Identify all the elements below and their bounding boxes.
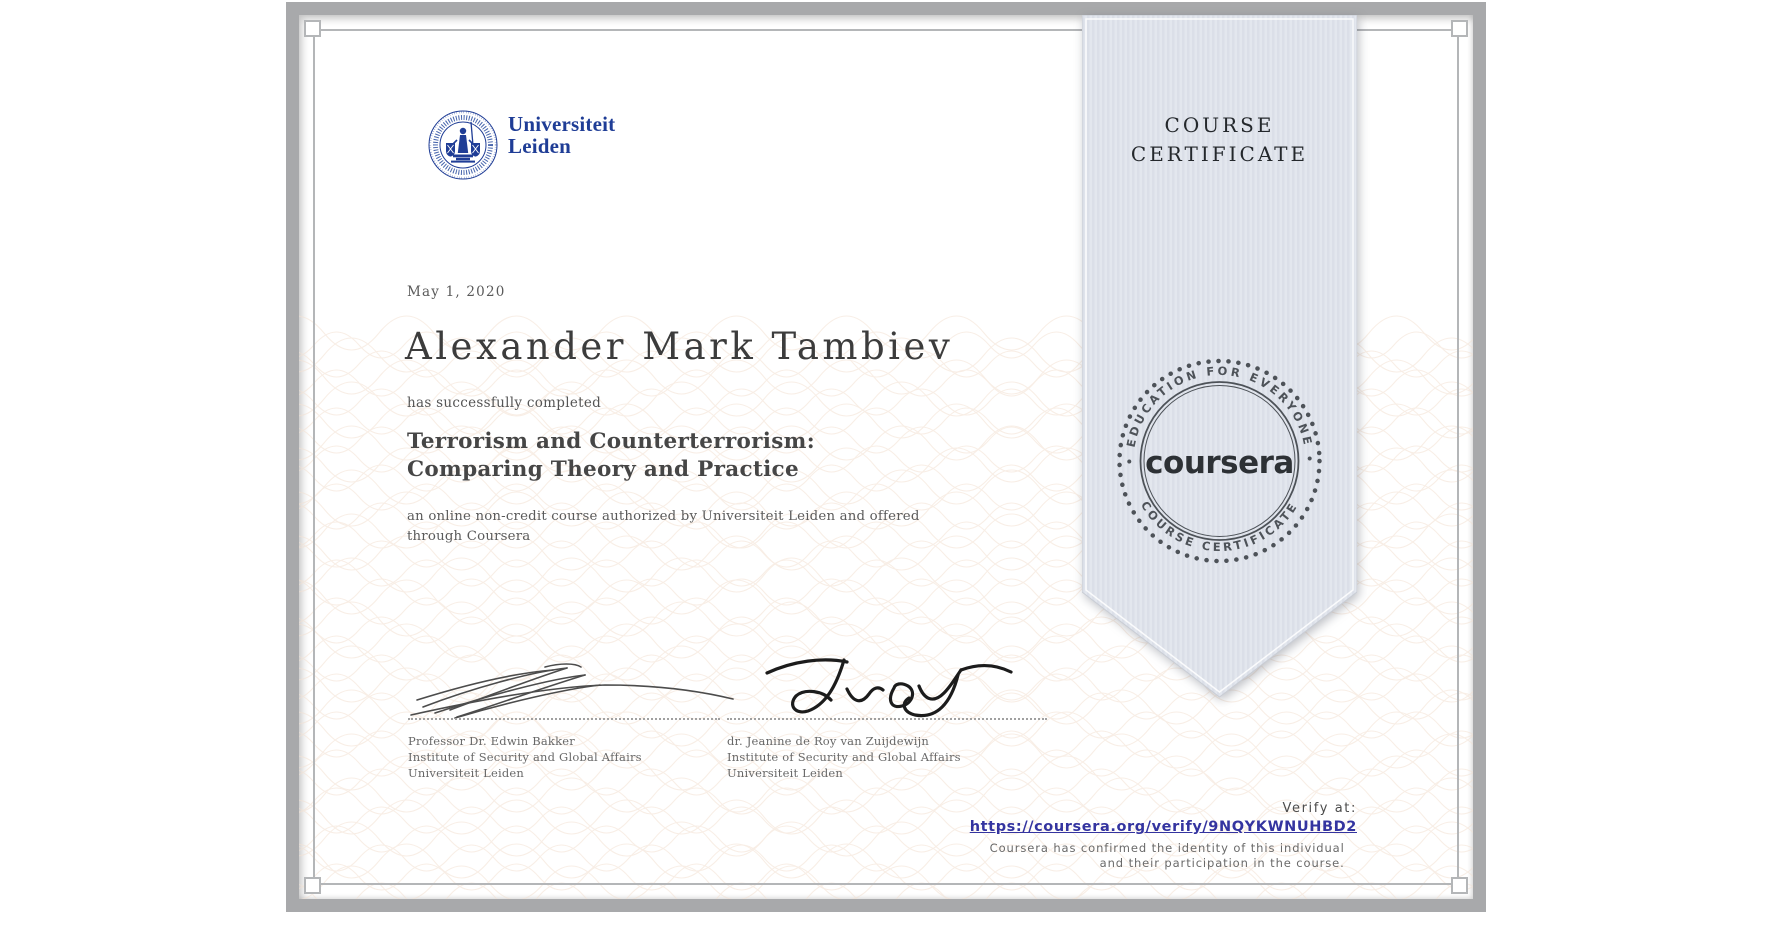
certificate-ribbon <box>1082 15 1357 715</box>
signer-institute: Institute of Security and Global Affairs <box>408 750 642 764</box>
verify-label: Verify at: <box>1282 801 1357 816</box>
seal-arc-top-text: • EDUCATION FOR EVERYONE • <box>1122 363 1317 466</box>
corner-ornament-top-right <box>1451 20 1468 37</box>
university-name-line2: Leiden <box>508 134 572 158</box>
signer-name: Professor Dr. Edwin Bakker <box>408 734 575 748</box>
verify-section <box>970 801 1357 871</box>
university-wordmark <box>508 109 615 157</box>
signer-institute: Institute of Security and Global Affairs <box>727 750 961 764</box>
signer-university: Universiteit Leiden <box>727 766 844 780</box>
signer-block-left <box>408 733 642 781</box>
university-logo <box>427 109 615 181</box>
issue-date: May 1, 2020 <box>407 284 506 300</box>
corner-ornament-bottom-right <box>1451 877 1468 894</box>
verify-confirmation: Coursera has confirmed the identity of this individual and their participation in the course. <box>989 841 1345 870</box>
signature-line-right <box>727 718 1047 720</box>
ribbon-heading <box>1082 111 1357 169</box>
ribbon-heading-line2: CERTIFICATE <box>1130 142 1309 166</box>
university-name-line1: Universiteit <box>508 112 616 136</box>
signature-bakker <box>411 664 733 718</box>
signer-university: Universiteit Leiden <box>408 766 525 780</box>
ribbon-heading-line1: COURSE <box>1164 113 1275 137</box>
completion-text: has successfully completed <box>407 395 602 411</box>
signer-block-right <box>727 733 961 781</box>
course-description: an online non-credit course authorized by Universiteit Leiden and offered through Coursera <box>407 509 920 544</box>
leiden-seal-icon <box>427 109 499 181</box>
course-title: Terrorism and Counterterrorism: Comparing Theory and Practice <box>407 429 815 483</box>
coursera-wordmark: coursera <box>1145 445 1294 481</box>
verify-link[interactable]: https://coursera.org/verify/9NQYKWNUHBD2 <box>969 819 1357 835</box>
corner-ornament-bottom-left <box>304 877 321 894</box>
seal-arc-bottom-text: COURSE CERTIFICATE <box>1137 498 1301 555</box>
signer-name: dr. Jeanine de Roy van Zuijdewijn <box>727 734 930 748</box>
signature-de-roy <box>767 660 1011 716</box>
recipient-name: Alexander Mark Tambiev <box>405 325 954 368</box>
corner-ornament-top-left <box>304 20 321 37</box>
signature-line-left <box>408 718 720 720</box>
